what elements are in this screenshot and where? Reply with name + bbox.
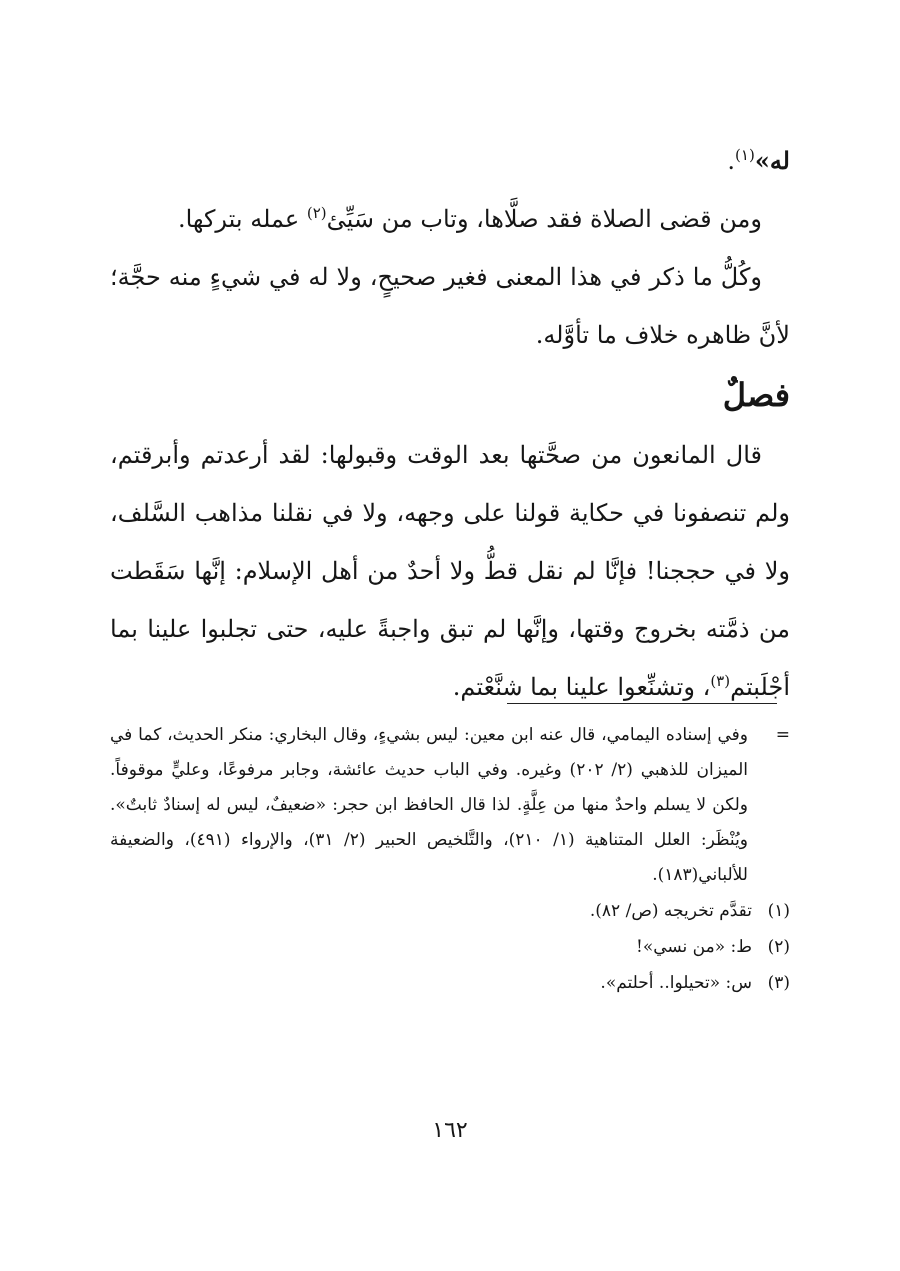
paragraph-2: وكُلُّ ما ذكر في هذا المعنى فغير صحيحٍ، ولا له في شيءٍ منه حجَّة؛ لأنَّ ظاهره خلاف ما تأوَّله. xyxy=(110,263,790,349)
continuation-marker: = xyxy=(775,725,790,745)
paragraph-3-text-b: ، وتشنِّعوا علينا بما شنَّعْتم. xyxy=(452,673,711,701)
footnote-continuation xyxy=(110,718,790,893)
footnote-text: ط: «من نسي»! xyxy=(635,937,752,957)
footnote-number: (١) xyxy=(767,901,790,921)
footnote-text: تقدَّم تخريجه (ص/ ٨٢). xyxy=(589,901,752,921)
footnote-ref-2[interactable]: (٢) xyxy=(306,204,327,222)
footnote-text: س: «تحيلوا.. أحلتم». xyxy=(600,973,752,993)
footnote-separator xyxy=(507,703,777,704)
footnote-3 xyxy=(110,965,790,1001)
footnote-number: (٣) xyxy=(767,973,790,993)
footnote-number: (٢) xyxy=(767,937,790,957)
paragraph-3 xyxy=(110,426,790,716)
footnote-ref-1[interactable]: (١) xyxy=(735,146,755,164)
footnote-1 xyxy=(110,893,790,929)
page-number: ١٦٢ xyxy=(432,1118,468,1143)
main-text xyxy=(110,132,790,716)
paragraph-1-text-a: ومن قضى الصلاة فقد صلَّاها، وتاب من سَيِّئ xyxy=(326,205,762,233)
footnote-ref-3[interactable]: (٣) xyxy=(710,672,731,690)
continuation-text: وفي إسناده اليمامي، قال عنه ابن معين: ليس بشيءٍ، وقال البخاري: منكر الحديث، كما في الميزان للذهبي (٢/ ٢٠٢) وغيره. وفي الباب حديث عائشة، وجابر مرفوعًا، وعليٍّ موقوفاً. ولكن لا يسلم واحدٌ منها من عِلَّةٍ. لذا قال الحافظ ابن حجر: «ضعيفٌ، ليس له إسنادٌ ثابتٌ». ويُنْظَر: العلل المتناهية (١/ ٢١٠)، والتَّلخيص الحبير (٢/ ٣١)، والإرواء (٤٩١)، والضعيفة للألباني(١٨٣). xyxy=(110,725,749,885)
section-heading: فصلٌ xyxy=(722,376,790,414)
paragraph-1-text-b: عمله بتركها. xyxy=(177,205,307,233)
paragraph-3-text-a: قال المانعون من صحَّتها بعد الوقت وقبولها: لقد أرعدتم وأبرقتم، ولم تنصفونا في حكاية قولنا على وجهه، ولا في نقلنا مذاهب السَّلف، ولا في حججنا! فإنَّا لم نقل قطُّ ولا أحدٌ من أهل الإسلام: إنَّها سَقَطت من ذمَّته بخروج وقتها، وإنَّها لم تبق واجبةً عليه، حتى تجلبوا علينا بما أجْلَبتم xyxy=(110,441,790,701)
paragraph-continuation: له»$^{(١)}$. xyxy=(727,146,790,175)
footnote-2 xyxy=(110,929,790,965)
quote-end: له» xyxy=(754,146,790,175)
paragraph-1 xyxy=(110,190,790,248)
footnotes xyxy=(110,718,790,1001)
